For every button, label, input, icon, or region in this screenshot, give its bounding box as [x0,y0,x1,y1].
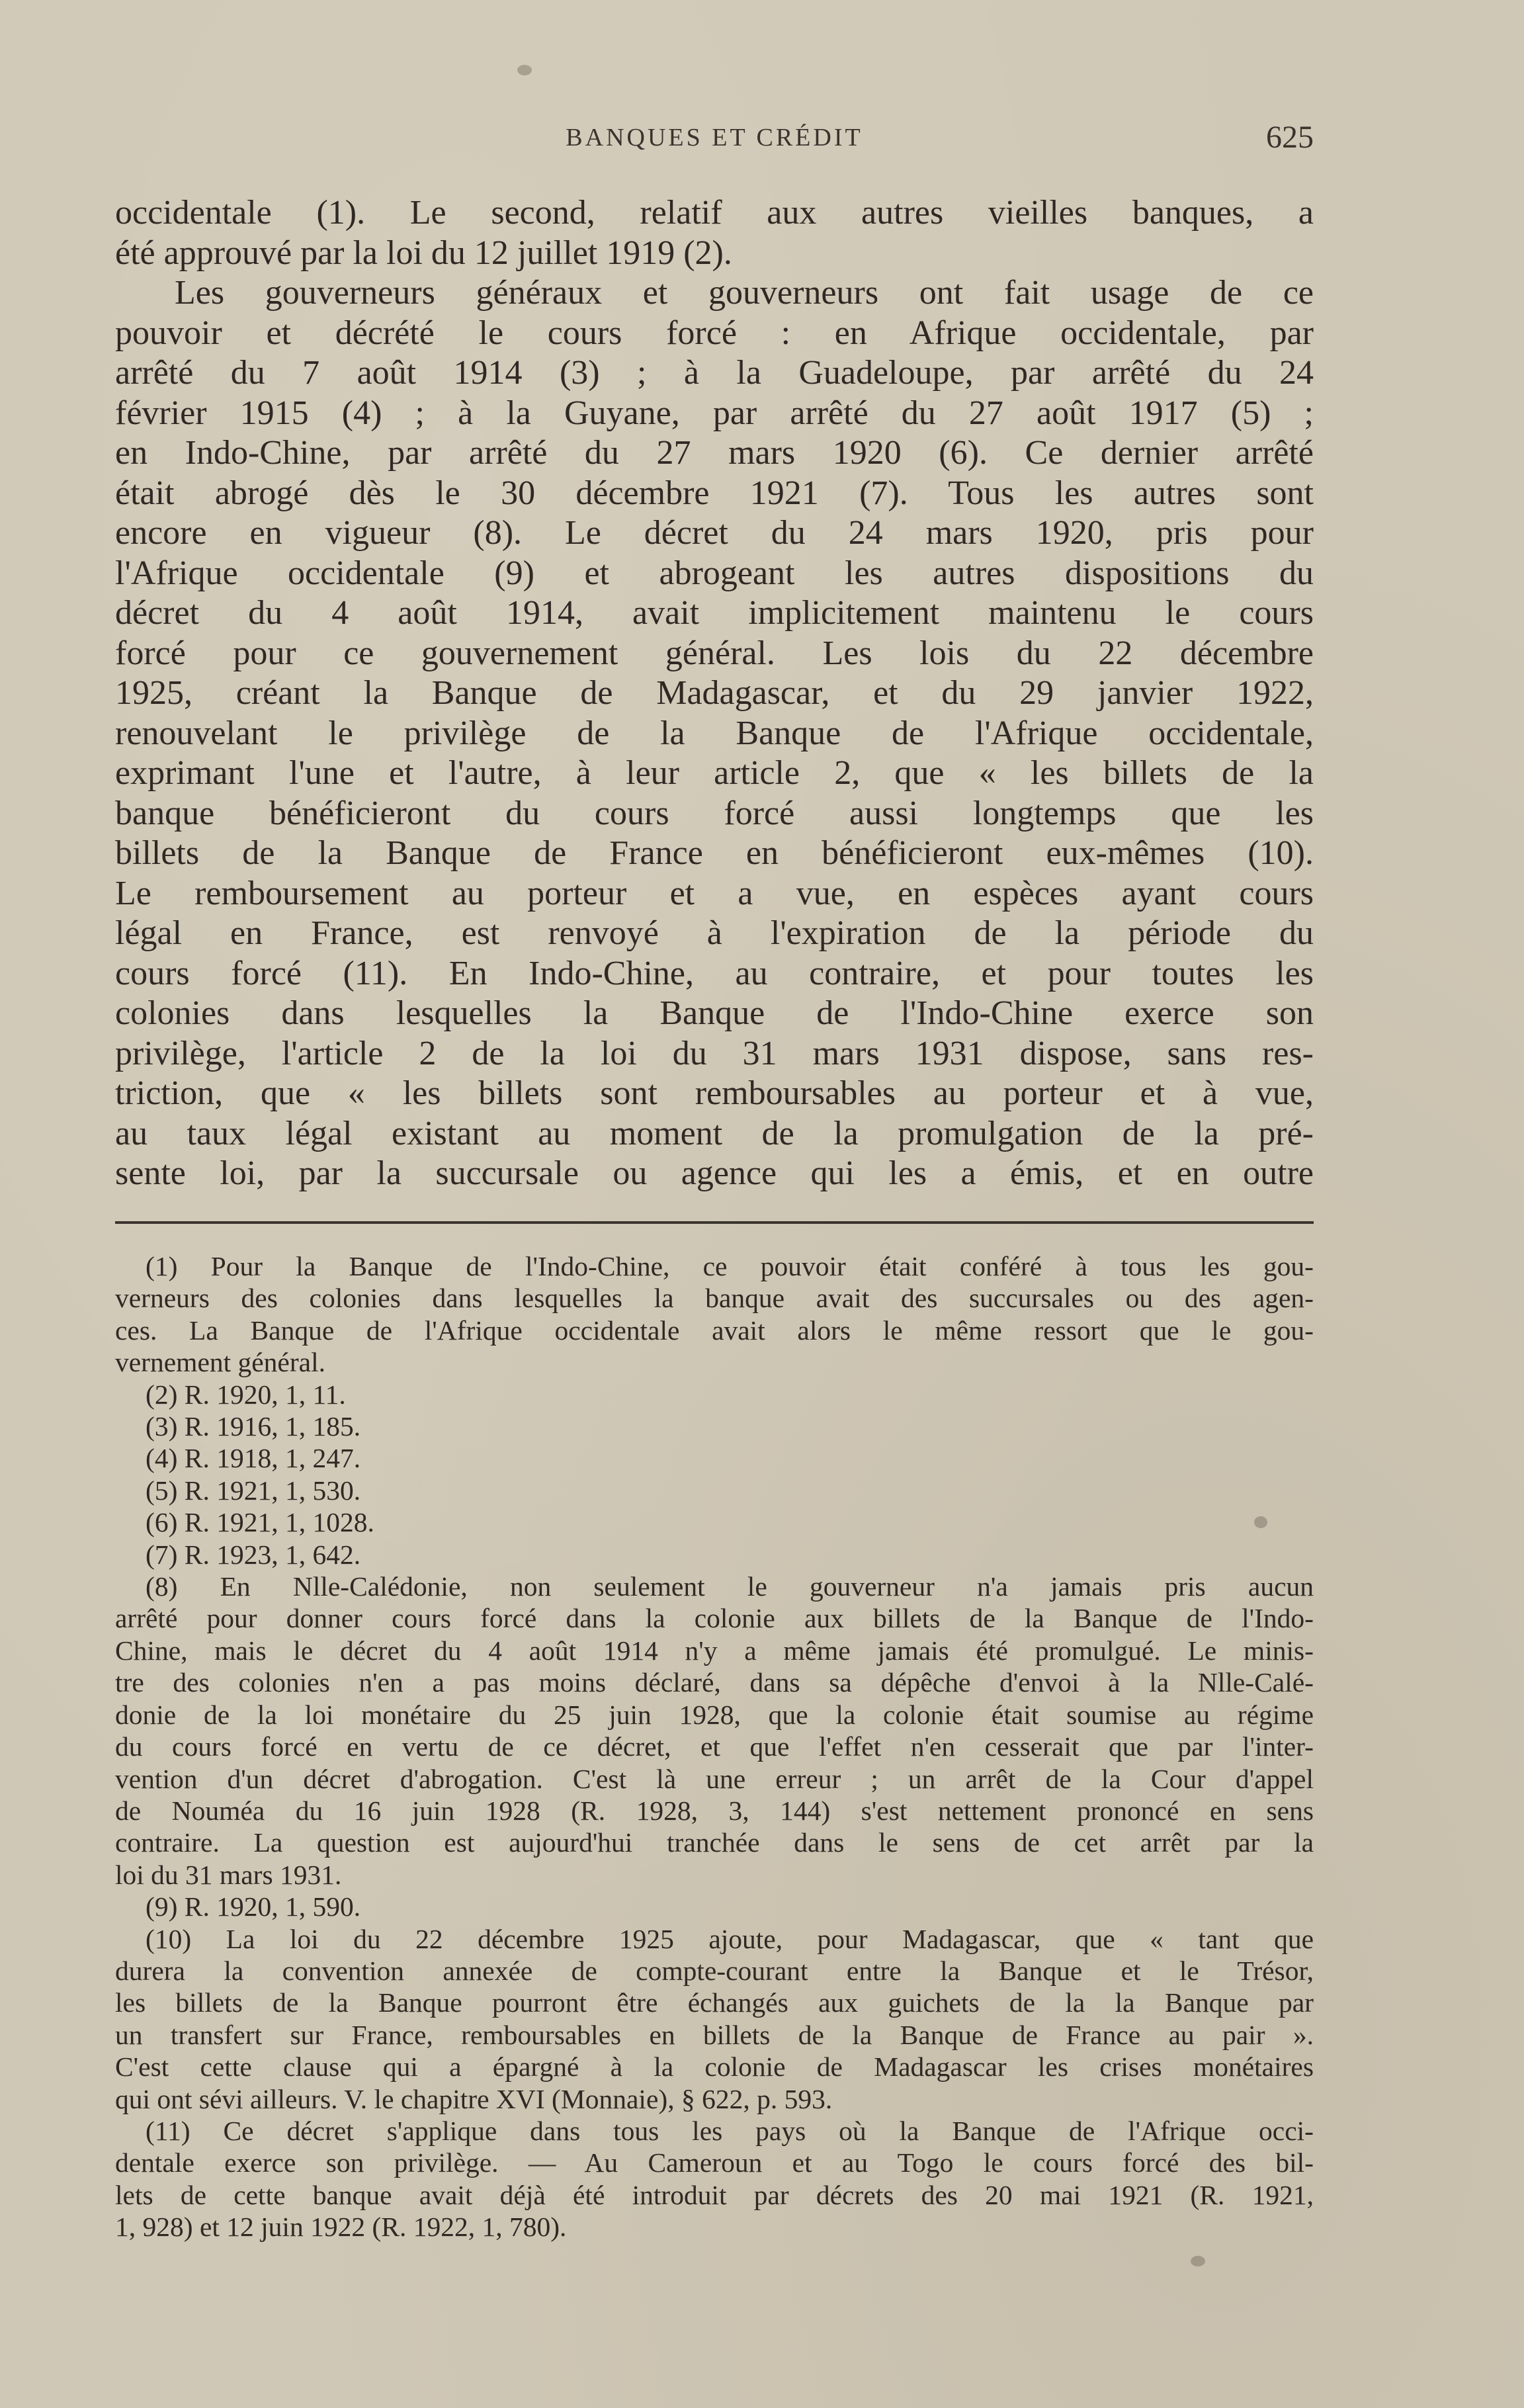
text-line: billets de la Banque de France en bénéficieront eux-mêmes (10). [115,834,1314,872]
footnote-line: Chine, mais le décret du 4 août 1914 n'y a même jamais été promulgué. Le minis- [115,1635,1314,1666]
footnote-line: verneurs des colonies dans lesquelles la banque avait des succursales ou des agen- [115,1283,1314,1314]
page-number: 625 [1266,120,1314,155]
footnote-line: (6) R. 1921, 1, 1028. [146,1507,374,1538]
footnote-line: 1, 928) et 12 juin 1922 (R. 1922, 1, 780). [115,2212,567,2243]
footnote-line: (7) R. 1923, 1, 642. [146,1539,361,1570]
footnote [115,1891,1314,1922]
text-line: 1925, créant la Banque de Madagascar, et du 29 janvier 1922, [115,674,1314,712]
text-line: cours forcé (11). En Indo-Chine, au contraire, et pour toutes les [115,954,1314,992]
text-line: l'Afrique occidentale (9) et abrogeant les autres dispositions du [115,554,1314,592]
footnote-separator [115,1221,1314,1224]
footnote [115,1475,1314,1506]
footnote-line: contraire. La question est aujourd'hui tranchée dans le sens de cet arrêt par la [115,1827,1314,1858]
footnote-line: les billets de la Banque pourront être échangés aux guichets de la la Banque par [115,1987,1314,2018]
footnote-line: vention d'un décret d'abrogation. C'est là une erreur ; un arrêt de la Cour d'appel [115,1763,1314,1794]
footnotes [115,1250,1314,2243]
footnote-line: (5) R. 1921, 1, 530. [146,1475,361,1506]
footnote-line: du cours forcé en vertu de ce décret, et que l'effet n'en cesserait que par l'inter- [115,1731,1314,1762]
footnote [115,1379,1314,1410]
paragraph-1 [115,193,1314,273]
footnote [115,1442,1314,1474]
footnote-line: (4) R. 1918, 1, 247. [146,1443,361,1474]
footnote-line: C'est cette clause qui a épargné à la colonie de Madagascar les crises monétaires [115,2051,1314,2083]
footnote-line: (11) Ce décret s'applique dans tous les pays où la Banque de l'Afrique occi- [146,2115,1314,2146]
text-line: banque bénéficieront du cours forcé aussi longtemps que les [115,794,1314,832]
footnote [115,2115,1314,2243]
main-text [115,193,1314,1194]
footnote-line: arrêté pour donner cours forcé dans la colonie aux billets de la Banque de l'Indo- [115,1603,1314,1634]
footnote-line: de Nouméa du 16 juin 1928 (R. 1928, 3, 144) s'est nettement prononcé en sens [115,1795,1314,1826]
text-line: occidentale (1). Le second, relatif aux autres vieilles banques, a [115,194,1314,232]
running-head: BANQUES ET CRÉDIT [566,124,863,151]
footnote-line: loi du 31 mars 1931. [115,1859,342,1890]
text-line: exprimant l'une et l'autre, à leur article 2, que « les billets de la [115,754,1314,792]
footnote-line: ces. La Banque de l'Afrique occidentale avait alors le même ressort que le gou- [115,1314,1314,1346]
text-line: colonies dans lesquelles la Banque de l'Indo-Chine exerce son [115,994,1314,1032]
text-line: légal en France, est renvoyé à l'expiration de la période du [115,914,1314,952]
footnote-line: qui ont sévi ailleurs. V. le chapitre XVI (Monnaie), § 622, p. 593. [115,2083,833,2114]
text-line: privilège, l'article 2 de la loi du 31 mars 1931 dispose, sans res- [115,1034,1314,1072]
footnote [115,1539,1314,1570]
text-line: au taux légal existant au moment de la promulgation de la pré- [115,1114,1314,1152]
footnote-line: (1) Pour la Banque de l'Indo-Chine, ce pouvoir était conféré à tous les gou- [146,1251,1314,1281]
paper-speck [1191,2256,1205,2266]
text-line: pouvoir et décrété le cours forcé : en Afrique occidentale, par [115,314,1314,352]
footnote [115,1250,1314,1379]
footnote [115,1923,1314,2115]
footnote-line: lets de cette banque avait déjà été introduit par décrets des 20 mai 1921 (R. 1921, [115,2179,1314,2210]
footnote-line: durera la convention annexée de compte-courant entre la Banque et le Trésor, [115,1955,1314,1986]
footnote-line: (2) R. 1920, 1, 11. [146,1379,346,1410]
paragraph-2 [115,273,1314,1194]
footnote [115,1506,1314,1538]
paper-speck [517,65,532,75]
footnote-line: tre des colonies n'en a pas moins déclaré, dans sa dépêche d'envoi à la Nlle-Calé- [115,1667,1314,1698]
footnote [115,1570,1314,1891]
text-line: Les gouverneurs généraux et gouverneurs ont fait usage de ce [175,274,1314,312]
footnote-line: dentale exerce son privilège. — Au Cameroun et au Togo le cours forcé des bil- [115,2147,1314,2178]
footnote-line: donie de la loi monétaire du 25 juin 1928, que la colonie était soumise au régime [115,1699,1314,1730]
text-line: sente loi, par la succursale ou agence qui les a émis, et en outre [115,1154,1314,1192]
footnote [115,1410,1314,1442]
text-line: renouvelant le privilège de la Banque de l'Afrique occidentale, [115,714,1314,752]
footnote-line: (3) R. 1916, 1, 185. [146,1411,361,1442]
footnote-line: (9) R. 1920, 1, 590. [146,1891,361,1922]
footnote-line: un transfert sur France, remboursables en billets de la Banque de France au pair ». [115,2019,1314,2050]
text-line: décret du 4 août 1914, avait implicitement maintenu le cours [115,594,1314,632]
text-line: triction, que « les billets sont remboursables au porteur et à vue, [115,1074,1314,1112]
text-line: forcé pour ce gouvernement général. Les lois du 22 décembre [115,634,1314,672]
page-header [115,119,1314,159]
text-line: Le remboursement au porteur et a vue, en espèces ayant cours [115,874,1314,912]
text-line: arrêté du 7 août 1914 (3) ; à la Guadeloupe, par arrêté du 24 [115,354,1314,392]
footnote-line: (8) En Nlle-Calédonie, non seulement le gouverneur n'a jamais pris aucun [146,1571,1314,1602]
footnote-line: (10) La loi du 22 décembre 1925 ajoute, pour Madagascar, que « tant que [146,1923,1314,1954]
footnote-line: vernement général. [115,1347,325,1378]
text-line: février 1915 (4) ; à la Guyane, par arrêté du 27 août 1917 (5) ; [115,394,1314,432]
text-line: été approuvé par la loi du 12 juillet 1919 (2). [115,234,732,272]
text-line: encore en vigueur (8). Le décret du 24 mars 1920, pris pour [115,514,1314,552]
text-line: était abrogé dès le 30 décembre 1921 (7). Tous les autres sont [115,474,1314,512]
text-line: en Indo-Chine, par arrêté du 27 mars 1920 (6). Ce dernier arrêté [115,434,1314,472]
